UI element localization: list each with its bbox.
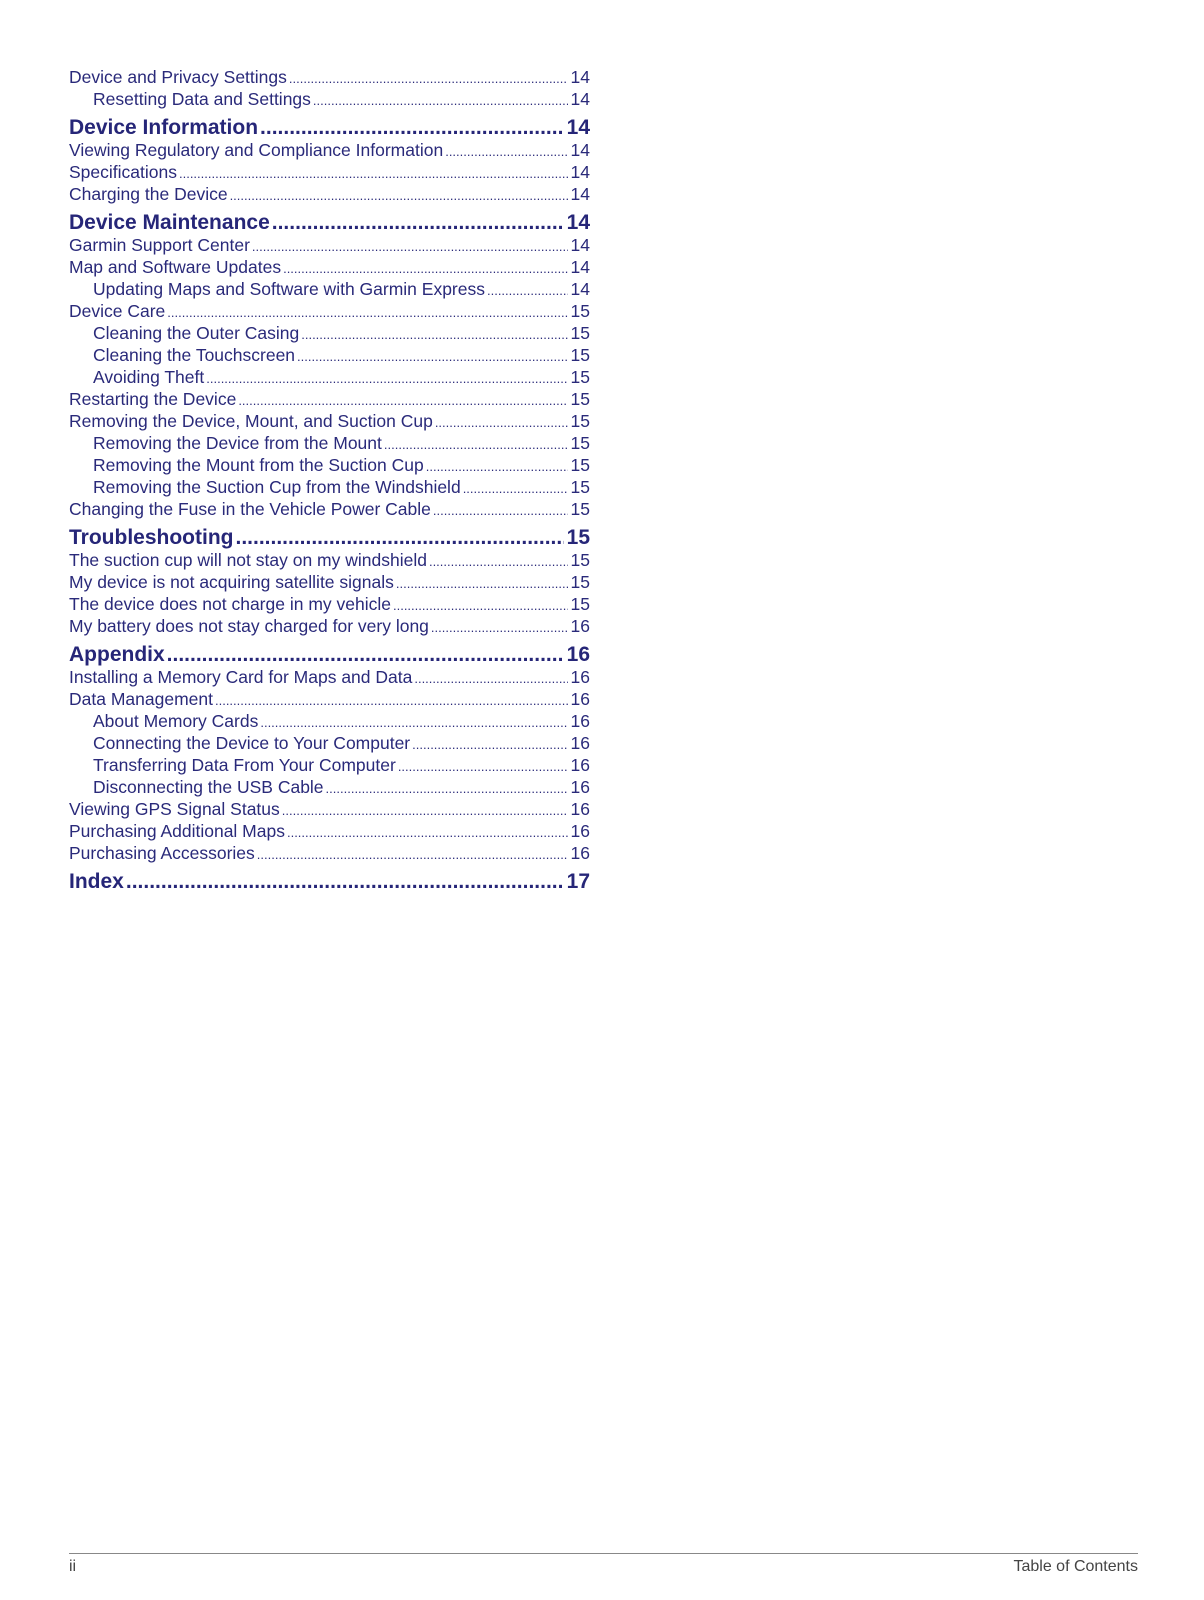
toc-entry[interactable] [69,666,590,688]
toc-section-heading[interactable] [69,527,590,549]
dot-leader [126,871,564,893]
footer-section-title: Table of Contents [1013,1558,1138,1575]
toc-entry-label: Device Information [69,116,259,139]
toc-section-heading[interactable] [69,117,590,139]
toc-entry-label: Removing the Device from the Mount [93,433,382,453]
toc-entry-label: Disconnecting the USB Cable [93,777,324,797]
toc-section-heading[interactable] [69,644,590,666]
toc-entry[interactable] [69,710,590,732]
toc-entry-page-number: 14 [570,67,590,87]
toc-entry-page-number: 15 [570,572,590,592]
dot-leader [426,456,568,478]
toc-section-heading[interactable] [69,871,590,893]
toc-entry-label: Device and Privacy Settings [69,67,287,87]
toc-entry-page-number: 16 [570,689,590,709]
dot-leader [167,302,567,324]
footer-divider [69,1553,1138,1554]
toc-entry-page-number: 15 [570,550,590,570]
toc-entry-page-number: 15 [570,301,590,321]
dot-leader [283,258,567,280]
dot-leader [429,551,568,573]
table-of-contents [69,66,590,893]
toc-entry-label: Changing the Fuse in the Vehicle Power Cable [69,499,431,519]
toc-entry[interactable] [69,66,590,88]
toc-entry[interactable] [69,454,590,476]
toc-entry-label: Map and Software Updates [69,257,282,277]
toc-entry-page-number: 14 [570,279,590,299]
toc-entry-label: The device does not charge in my vehicle [69,594,391,614]
dot-leader [398,756,568,778]
toc-entry[interactable] [69,432,590,454]
toc-entry-page-number: 14 [570,162,590,182]
dot-leader [282,800,568,822]
toc-entry-label: Purchasing Accessories [69,843,255,863]
toc-entry[interactable] [69,300,590,322]
dot-leader [445,141,567,163]
toc-entry-label: Viewing GPS Signal Status [69,799,280,819]
toc-entry[interactable] [69,366,590,388]
dot-leader [257,844,568,866]
dot-leader [252,236,568,258]
toc-entry-page-number: 15 [570,367,590,387]
toc-entry-label: Device Maintenance [69,211,270,234]
toc-entry[interactable] [69,498,590,520]
toc-entry-label: My device is not acquiring satellite signals [69,572,394,592]
toc-entry[interactable] [69,410,590,432]
toc-section-heading[interactable] [69,212,590,234]
toc-entry[interactable] [69,476,590,498]
toc-entry[interactable] [69,344,590,366]
toc-entry-label: Cleaning the Touchscreen [93,345,296,365]
dot-leader [384,434,568,456]
toc-entry-page-number: 16 [570,711,590,731]
toc-entry-page-number: 16 [570,843,590,863]
toc-entry[interactable] [69,688,590,710]
dot-leader [431,617,568,639]
toc-entry-page-number: 16 [570,733,590,753]
toc-entry-label: Appendix [69,643,165,666]
toc-entry-label: Restarting the Device [69,389,237,409]
dot-leader [301,324,567,346]
toc-entry-label: About Memory Cards [93,711,259,731]
dot-leader [396,573,568,595]
toc-entry-page-number: 14 [570,184,590,204]
dot-leader [230,185,568,207]
dot-leader [289,68,568,90]
dot-leader [412,734,567,756]
toc-entry-page-number: 16 [570,777,590,797]
dot-leader [297,346,567,368]
dot-leader [414,668,567,690]
toc-entry-page-number: 15 [570,433,590,453]
toc-entry-label: Updating Maps and Software with Garmin Express [93,279,485,299]
toc-entry-page-number: 16 [570,821,590,841]
toc-entry-label: Avoiding Theft [93,367,205,387]
toc-entry-label: My battery does not stay charged for very long [69,616,429,636]
toc-entry-label: Removing the Device, Mount, and Suction Cup [69,411,433,431]
toc-entry-label: Viewing Regulatory and Compliance Information [69,140,444,160]
toc-entry-label: Purchasing Additional Maps [69,821,285,841]
dot-leader [272,212,564,234]
toc-entry-label: Connecting the Device to Your Computer [93,733,411,753]
toc-entry[interactable] [69,732,590,754]
toc-entry-page-number: 16 [570,616,590,636]
dot-leader [235,527,563,549]
toc-entry-page-number: 16 [570,799,590,819]
toc-entry-label: Data Management [69,689,213,709]
dot-leader [287,822,568,844]
toc-entry-page-number: 14 [570,235,590,255]
toc-entry-page-number: 16 [566,643,590,666]
toc-entry-page-number: 14 [570,257,590,277]
toc-entry[interactable] [69,161,590,183]
toc-entry-page-number: 16 [570,667,590,687]
dot-leader [260,712,567,734]
toc-entry[interactable] [69,256,590,278]
dot-leader [206,368,567,390]
toc-entry-page-number: 15 [570,389,590,409]
dot-leader [215,690,568,712]
toc-entry[interactable] [69,88,590,110]
dot-leader [435,412,568,434]
toc-entry-page-number: 15 [570,499,590,519]
dot-leader [238,390,567,412]
toc-entry-label: Index [69,870,124,893]
dot-leader [167,644,564,666]
toc-entry-label: Specifications [69,162,177,182]
toc-entry-page-number: 15 [570,594,590,614]
toc-entry-label: Resetting Data and Settings [93,89,311,109]
dot-leader [433,500,568,522]
dot-leader [179,163,568,185]
toc-entry-page-number: 15 [566,526,590,549]
dot-leader [260,117,564,139]
toc-entry-label: Cleaning the Outer Casing [93,323,300,343]
toc-entry-label: Installing a Memory Card for Maps and Data [69,667,413,687]
toc-entry[interactable] [69,278,590,300]
toc-entry[interactable] [69,820,590,842]
toc-entry[interactable] [69,798,590,820]
toc-entry-page-number: 14 [570,140,590,160]
toc-entry[interactable] [69,388,590,410]
dot-leader [487,280,568,302]
toc-entry-label: Device Care [69,301,166,321]
footer-page-number: ii [69,1558,77,1575]
toc-entry-page-number: 15 [570,455,590,475]
toc-entry[interactable] [69,183,590,205]
toc-entry-page-number: 14 [566,211,590,234]
toc-entry-label: Charging the Device [69,184,228,204]
toc-entry[interactable] [69,139,590,161]
toc-entry[interactable] [69,754,590,776]
dot-leader [326,778,568,800]
toc-entry-page-number: 15 [570,411,590,431]
toc-entry-label: Troubleshooting [69,526,234,549]
toc-entry-page-number: 15 [570,323,590,343]
toc-entry-page-number: 15 [570,477,590,497]
dot-leader [393,595,568,617]
toc-entry-label: Removing the Suction Cup from the Windshield [93,477,461,497]
toc-entry[interactable] [69,549,590,571]
toc-entry[interactable] [69,322,590,344]
toc-entry[interactable] [69,615,590,637]
toc-entry-page-number: 16 [570,755,590,775]
toc-entry-page-number: 17 [566,870,590,893]
toc-entry-label: Removing the Mount from the Suction Cup [93,455,424,475]
toc-entry[interactable] [69,234,590,256]
toc-entry-label: The suction cup will not stay on my windshield [69,550,427,570]
toc-entry-page-number: 14 [570,89,590,109]
dot-leader [463,478,568,500]
toc-entry[interactable] [69,842,590,864]
toc-entry-label: Transferring Data From Your Computer [93,755,396,775]
toc-entry[interactable] [69,593,590,615]
toc-entry[interactable] [69,776,590,798]
toc-entry-page-number: 15 [570,345,590,365]
toc-entry-page-number: 14 [566,116,590,139]
toc-entry-label: Garmin Support Center [69,235,250,255]
dot-leader [313,90,568,112]
toc-entry[interactable] [69,571,590,593]
